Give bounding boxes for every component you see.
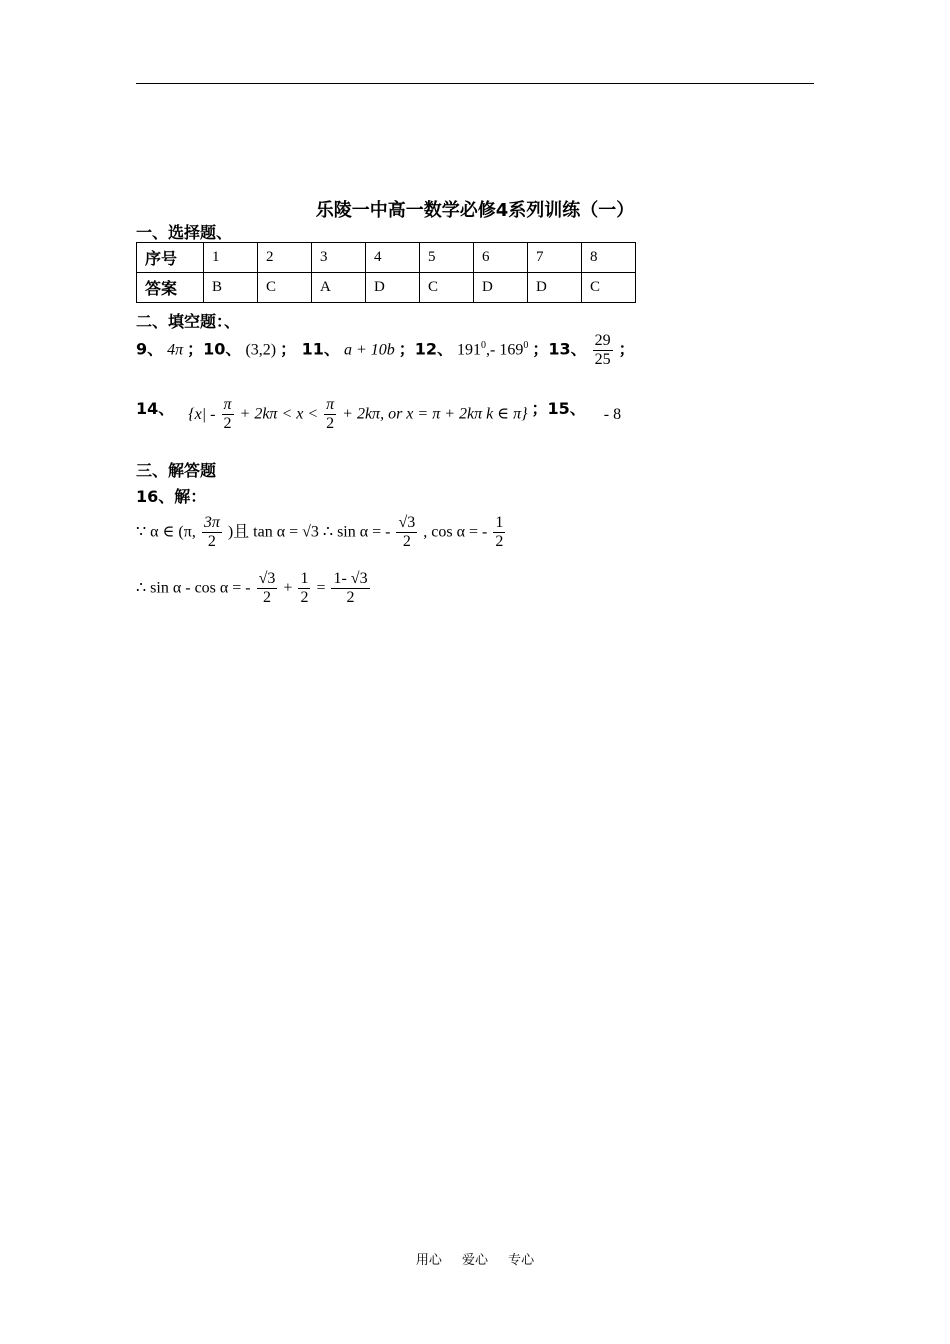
answer-14-open: {x| - — [188, 405, 216, 423]
q15-label: ；15、 — [531, 399, 586, 418]
answer-12-b: ,- 169 — [486, 341, 524, 359]
page-title: 乐陵一中高一数学必修4系列训练（一） — [315, 200, 635, 221]
fill-line-14-15 — [136, 396, 621, 434]
numerator: √3 — [396, 514, 417, 533]
denominator: 2 — [263, 589, 272, 607]
numerator: 1 — [298, 570, 310, 589]
row-label: 序号 — [137, 243, 204, 273]
denominator: 2 — [346, 589, 355, 607]
denominator: 25 — [594, 351, 611, 369]
table-cell: B — [204, 273, 258, 303]
answer-table — [136, 242, 636, 303]
answer-13-fraction — [593, 332, 613, 370]
equals-sign: = — [316, 579, 326, 597]
row-label: 答案 — [137, 273, 204, 303]
three-pi-over-2-fraction — [202, 514, 222, 552]
degree-mark: 0 — [481, 340, 487, 352]
table-cell: C — [258, 273, 312, 303]
solution-line-2 — [136, 570, 372, 608]
q10-label: ；10、 — [187, 339, 242, 359]
denominator: 2 — [300, 589, 309, 607]
solution-part: ∵ α ∈ (π, — [136, 523, 196, 541]
plus-sign: + — [283, 579, 293, 597]
denominator: 2 — [326, 415, 335, 433]
numerator: 3π — [202, 514, 222, 533]
q11-label: ； 11、 — [280, 339, 340, 359]
denominator: 2 — [495, 533, 504, 551]
denominator: 2 — [223, 415, 232, 433]
table-cell: C — [420, 273, 474, 303]
table-cell: 8 — [582, 243, 636, 273]
table-cell: D — [366, 273, 420, 303]
answer-9: 4π — [167, 341, 184, 359]
page-footer — [0, 1249, 950, 1268]
table-cell: D — [474, 273, 528, 303]
pi-over-2-fraction — [222, 396, 234, 434]
q16-heading: 16、解： — [136, 487, 207, 506]
q13-label: ；13、 — [532, 339, 587, 359]
fill-line-9-13 — [136, 332, 635, 370]
answer-14-end: + 2kπ, or x = π + 2kπ k ∈ π} — [342, 405, 528, 423]
result-fraction — [331, 570, 369, 608]
degree-mark: 0 — [523, 340, 529, 352]
solution-part: ∴ sin α - cos α = - — [136, 579, 251, 597]
q9-label: 9、 — [136, 339, 164, 359]
section-choice-heading: 一、选择题、 — [136, 223, 233, 242]
numerator: π — [222, 396, 234, 415]
footer-text: 专心 — [508, 1253, 535, 1268]
semicolon: ； — [618, 339, 635, 359]
q14-label: 14、 — [136, 399, 175, 418]
table-cell: C — [582, 273, 636, 303]
table-cell: D — [528, 273, 582, 303]
numerator: 1 — [493, 514, 505, 533]
table-row — [137, 273, 636, 303]
numerator: 1- √3 — [331, 570, 369, 589]
section-fill-heading: 二、填空题：、 — [136, 312, 241, 331]
table-cell: 7 — [528, 243, 582, 273]
numerator: √3 — [257, 570, 278, 589]
denominator: 2 — [402, 533, 411, 551]
table-cell: 5 — [420, 243, 474, 273]
table-cell: 4 — [366, 243, 420, 273]
solution-line-1 — [136, 514, 507, 552]
sqrt3-over-2-fraction — [257, 570, 278, 608]
table-row — [137, 243, 636, 273]
table-cell: A — [312, 273, 366, 303]
solution-part: , cos α = - — [423, 523, 488, 541]
pi-over-2-fraction — [324, 396, 336, 434]
answer-15: - 8 — [603, 405, 622, 423]
q12-label: ；12、 — [398, 339, 454, 359]
table-cell: 6 — [474, 243, 528, 273]
numerator: π — [324, 396, 336, 415]
header-rule — [136, 83, 814, 84]
table-cell: 2 — [258, 243, 312, 273]
one-over-2-fraction — [493, 514, 505, 552]
answer-14-mid: + 2kπ < x < — [239, 405, 319, 423]
answer-10: (3,2) — [245, 341, 277, 359]
one-over-2-fraction — [298, 570, 310, 608]
numerator: 29 — [593, 332, 613, 351]
answer-11: a + 10b — [343, 341, 395, 359]
footer-text: 爱心 — [461, 1253, 488, 1268]
solution-part: )且 tan α = √3 ∴ sin α = - — [227, 523, 391, 541]
answer-12-a: 191 — [457, 341, 482, 359]
denominator: 2 — [207, 533, 216, 551]
footer-text: 用心 — [415, 1253, 442, 1268]
table-cell: 1 — [204, 243, 258, 273]
sqrt3-over-2-fraction — [396, 514, 417, 552]
section-solve-heading: 三、解答题 — [136, 461, 217, 480]
table-cell: 3 — [312, 243, 366, 273]
